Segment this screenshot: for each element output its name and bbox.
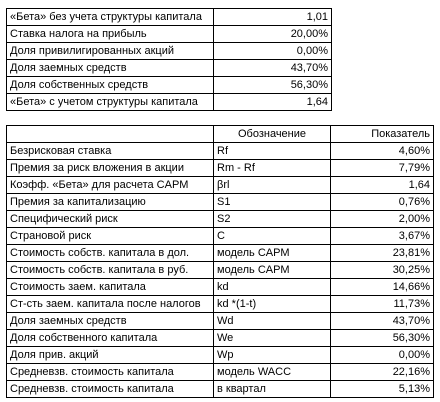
label-cell[interactable]: Стоимость собств. капитала в руб. bbox=[7, 262, 214, 279]
value-cell[interactable]: 56,30% bbox=[331, 330, 434, 347]
label-cell[interactable]: Доля собственных средств bbox=[7, 77, 214, 94]
value-cell[interactable]: 0,00% bbox=[331, 347, 434, 364]
value-cell[interactable]: 11,73% bbox=[331, 296, 434, 313]
notation-cell[interactable]: в квартал bbox=[214, 381, 331, 398]
table-row bbox=[7, 313, 434, 330]
notation-cell[interactable]: We bbox=[214, 330, 331, 347]
value-cell[interactable]: 0,00% bbox=[214, 43, 332, 60]
table-row bbox=[7, 160, 434, 177]
table-row bbox=[7, 77, 332, 94]
label-cell[interactable]: Средневзв. стоимость капитала bbox=[7, 381, 214, 398]
label-cell[interactable]: Стоимость заем. капитала bbox=[7, 279, 214, 296]
value-cell[interactable]: 22,16% bbox=[331, 364, 434, 381]
value-cell[interactable]: 56,30% bbox=[214, 77, 332, 94]
value-cell[interactable]: 20,00% bbox=[214, 26, 332, 43]
label-cell[interactable]: Специфический риск bbox=[7, 211, 214, 228]
label-cell[interactable]: Страновой риск bbox=[7, 228, 214, 245]
table-row bbox=[7, 9, 332, 26]
table-row bbox=[7, 43, 332, 60]
value-cell[interactable]: 23,81% bbox=[331, 245, 434, 262]
discount-rate-table bbox=[6, 125, 434, 398]
value-cell[interactable]: 30,25% bbox=[331, 262, 434, 279]
table-header-row bbox=[7, 126, 434, 143]
notation-cell[interactable]: модель CAPM bbox=[214, 245, 331, 262]
value-cell[interactable]: 2,00% bbox=[331, 211, 434, 228]
label-cell[interactable]: Доля заемных средств bbox=[7, 313, 214, 330]
value-cell[interactable]: 43,70% bbox=[331, 313, 434, 330]
value-cell[interactable]: 43,70% bbox=[214, 60, 332, 77]
value-cell[interactable]: 1,64 bbox=[214, 94, 332, 111]
notation-cell[interactable]: модель CAPM bbox=[214, 262, 331, 279]
label-cell[interactable]: «Бета» с учетом структуры капитала bbox=[7, 94, 214, 111]
notation-cell[interactable]: Rm - Rf bbox=[214, 160, 331, 177]
label-cell[interactable]: Премия за капитализацию bbox=[7, 194, 214, 211]
value-cell[interactable]: 7,79% bbox=[331, 160, 434, 177]
label-cell[interactable]: Премия за риск вложения в акции bbox=[7, 160, 214, 177]
notation-cell[interactable]: Wd bbox=[214, 313, 331, 330]
notation-cell[interactable]: Wp bbox=[214, 347, 331, 364]
notation-cell[interactable]: Rf bbox=[214, 143, 331, 160]
table-row bbox=[7, 94, 332, 111]
table-row bbox=[7, 228, 434, 245]
table-row bbox=[7, 211, 434, 228]
label-cell[interactable]: Доля прив. акций bbox=[7, 347, 214, 364]
table-row bbox=[7, 296, 434, 313]
label-cell[interactable]: Доля привилигированных акций bbox=[7, 43, 214, 60]
label-cell[interactable]: Стоимость собств. капитала в дол. bbox=[7, 245, 214, 262]
table-row bbox=[7, 381, 434, 398]
table-row bbox=[7, 330, 434, 347]
label-cell[interactable]: Доля заемных средств bbox=[7, 60, 214, 77]
table-row bbox=[7, 194, 434, 211]
label-cell[interactable]: Ст-сть заем. капитала после налогов bbox=[7, 296, 214, 313]
value-cell[interactable]: 1,64 bbox=[331, 177, 434, 194]
capital-structure-table bbox=[6, 8, 332, 111]
header-notation-cell[interactable]: Обозначение bbox=[214, 126, 331, 143]
table-row bbox=[7, 262, 434, 279]
notation-cell[interactable]: kd *(1-t) bbox=[214, 296, 331, 313]
label-cell[interactable]: Коэфф. «Бета» для расчета CAPM bbox=[7, 177, 214, 194]
label-cell[interactable]: Ставка налога на прибыль bbox=[7, 26, 214, 43]
table-row bbox=[7, 245, 434, 262]
notation-cell[interactable]: модель WACC bbox=[214, 364, 331, 381]
header-value-cell[interactable]: Показатель bbox=[331, 126, 434, 143]
value-cell[interactable]: 4,60% bbox=[331, 143, 434, 160]
label-cell[interactable]: Безрисковая ставка bbox=[7, 143, 214, 160]
table-row bbox=[7, 279, 434, 296]
notation-cell[interactable]: kd bbox=[214, 279, 331, 296]
value-cell[interactable]: 3,67% bbox=[331, 228, 434, 245]
table-row bbox=[7, 143, 434, 160]
value-cell[interactable]: 5,13% bbox=[331, 381, 434, 398]
notation-cell[interactable]: S2 bbox=[214, 211, 331, 228]
notation-cell[interactable]: βrl bbox=[214, 177, 331, 194]
header-label-cell[interactable] bbox=[7, 126, 214, 143]
table-row bbox=[7, 60, 332, 77]
label-cell[interactable]: Средневзв. стоимость капитала bbox=[7, 364, 214, 381]
label-cell[interactable]: Доля собственного капитала bbox=[7, 330, 214, 347]
value-cell[interactable]: 0,76% bbox=[331, 194, 434, 211]
value-cell[interactable]: 1,01 bbox=[214, 9, 332, 26]
table-row bbox=[7, 347, 434, 364]
table-row bbox=[7, 364, 434, 381]
notation-cell[interactable]: S1 bbox=[214, 194, 331, 211]
table-row bbox=[7, 26, 332, 43]
label-cell[interactable]: «Бета» без учета структуры капитала bbox=[7, 9, 214, 26]
table-row bbox=[7, 177, 434, 194]
value-cell[interactable]: 14,66% bbox=[331, 279, 434, 296]
notation-cell[interactable]: C bbox=[214, 228, 331, 245]
